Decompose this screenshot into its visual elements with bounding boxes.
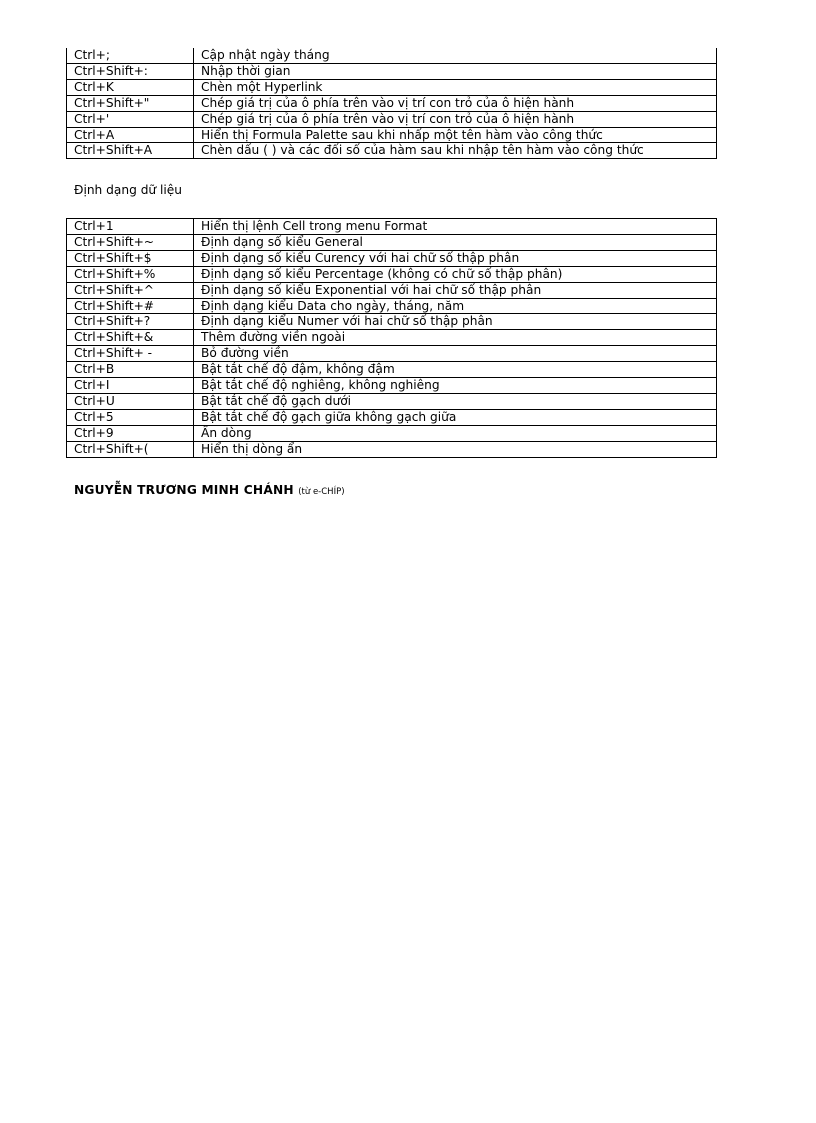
table-row (67, 127, 717, 143)
shortcut-description: Chép giá trị của ô phía trên vào vị trí con trỏ của ô hiện hành (194, 111, 717, 127)
shortcut-description: Hiển thị Formula Palette sau khi nhấp một tên hàm vào công thức (194, 127, 717, 143)
author-source: (từ e-CHÍP) (298, 487, 345, 497)
shortcut-table-editing (66, 48, 717, 159)
table-row (67, 282, 717, 298)
shortcut-key: Ctrl+Shift+( (67, 441, 194, 457)
shortcut-key: Ctrl+Shift+% (67, 266, 194, 282)
table-row (67, 393, 717, 409)
shortcut-key: Ctrl+Shift+? (67, 314, 194, 330)
shortcut-key: Ctrl+1 (67, 219, 194, 235)
table-row (67, 266, 717, 282)
table-row (67, 143, 717, 159)
shortcut-description: Cập nhật ngày tháng (194, 48, 717, 63)
shortcut-description: Hiển thị dòng ẩn (194, 441, 717, 457)
shortcut-table-formatting (66, 218, 717, 458)
shortcut-description: Nhập thời gian (194, 63, 717, 79)
table-row (67, 111, 717, 127)
shortcut-key: Ctrl+Shift+: (67, 63, 194, 79)
table-row (67, 330, 717, 346)
table-row (67, 250, 717, 266)
shortcut-key: Ctrl+A (67, 127, 194, 143)
shortcut-key: Ctrl+Shift+^ (67, 282, 194, 298)
table-row (67, 298, 717, 314)
shortcut-description: Định dạng số kiểu Curency với hai chữ số thập phân (194, 250, 717, 266)
table-row (67, 441, 717, 457)
table-row (67, 95, 717, 111)
table-row (67, 314, 717, 330)
shortcut-key: Ctrl+Shift+A (67, 143, 194, 159)
table-row (67, 409, 717, 425)
table-row (67, 425, 717, 441)
shortcut-description: Định dạng số kiểu General (194, 234, 717, 250)
shortcut-description: Hiển thị lệnh Cell trong menu Format (194, 219, 717, 235)
shortcut-key: Ctrl+' (67, 111, 194, 127)
shortcut-description: Bật tắt chế độ nghiêng, không nghiêng (194, 378, 717, 394)
shortcut-key: Ctrl+K (67, 79, 194, 95)
shortcut-description: Định dạng kiểu Data cho ngày, tháng, năm (194, 298, 717, 314)
table-row (67, 378, 717, 394)
shortcut-key: Ctrl+; (67, 48, 194, 63)
shortcut-description: Bật tắt chế độ đậm, không đậm (194, 362, 717, 378)
shortcut-description: Ẩn dòng (194, 425, 717, 441)
shortcut-description: Thêm đường viền ngoài (194, 330, 717, 346)
shortcut-key: Ctrl+Shift+# (67, 298, 194, 314)
shortcut-description: Bật tắt chế độ gạch dưới (194, 393, 717, 409)
shortcut-key: Ctrl+U (67, 393, 194, 409)
shortcut-description: Định dạng số kiểu Percentage (không có chữ số thập phân) (194, 266, 717, 282)
author-name: NGUYỄN TRƯƠNG MINH CHÁNH (74, 483, 294, 497)
shortcut-description: Chép giá trị của ô phía trên vào vị trí con trỏ của ô hiện hành (194, 95, 717, 111)
shortcut-table-formatting-body (67, 219, 717, 458)
shortcut-key: Ctrl+Shift+~ (67, 234, 194, 250)
shortcut-key: Ctrl+9 (67, 425, 194, 441)
shortcut-table-editing-body (67, 48, 717, 159)
table-row (67, 63, 717, 79)
shortcut-key: Ctrl+Shift+" (67, 95, 194, 111)
section-heading: Định dạng dữ liệu (74, 183, 183, 197)
shortcut-description: Chèn dấu ( ) và các đối số của hàm sau khi nhập tên hàm vào công thức (194, 143, 717, 159)
shortcut-key: Ctrl+B (67, 362, 194, 378)
table-row (67, 234, 717, 250)
table-row (67, 346, 717, 362)
shortcut-description: Định dạng kiểu Numer với hai chữ số thập phân (194, 314, 717, 330)
shortcut-key: Ctrl+I (67, 378, 194, 394)
shortcut-description: Bỏ đường viền (194, 346, 717, 362)
shortcut-description: Chèn một Hyperlink (194, 79, 717, 95)
shortcut-description: Bật tắt chế độ gạch giữa không gạch giữa (194, 409, 717, 425)
shortcut-key: Ctrl+Shift+$ (67, 250, 194, 266)
table-row (67, 362, 717, 378)
shortcut-key: Ctrl+Shift+ - (67, 346, 194, 362)
table-row (67, 219, 717, 235)
author-credit (74, 482, 345, 500)
shortcut-key: Ctrl+Shift+& (67, 330, 194, 346)
table-row (67, 79, 717, 95)
shortcut-description: Định dạng số kiểu Exponential với hai chữ số thập phân (194, 282, 717, 298)
shortcut-key: Ctrl+5 (67, 409, 194, 425)
table-row (67, 48, 717, 63)
